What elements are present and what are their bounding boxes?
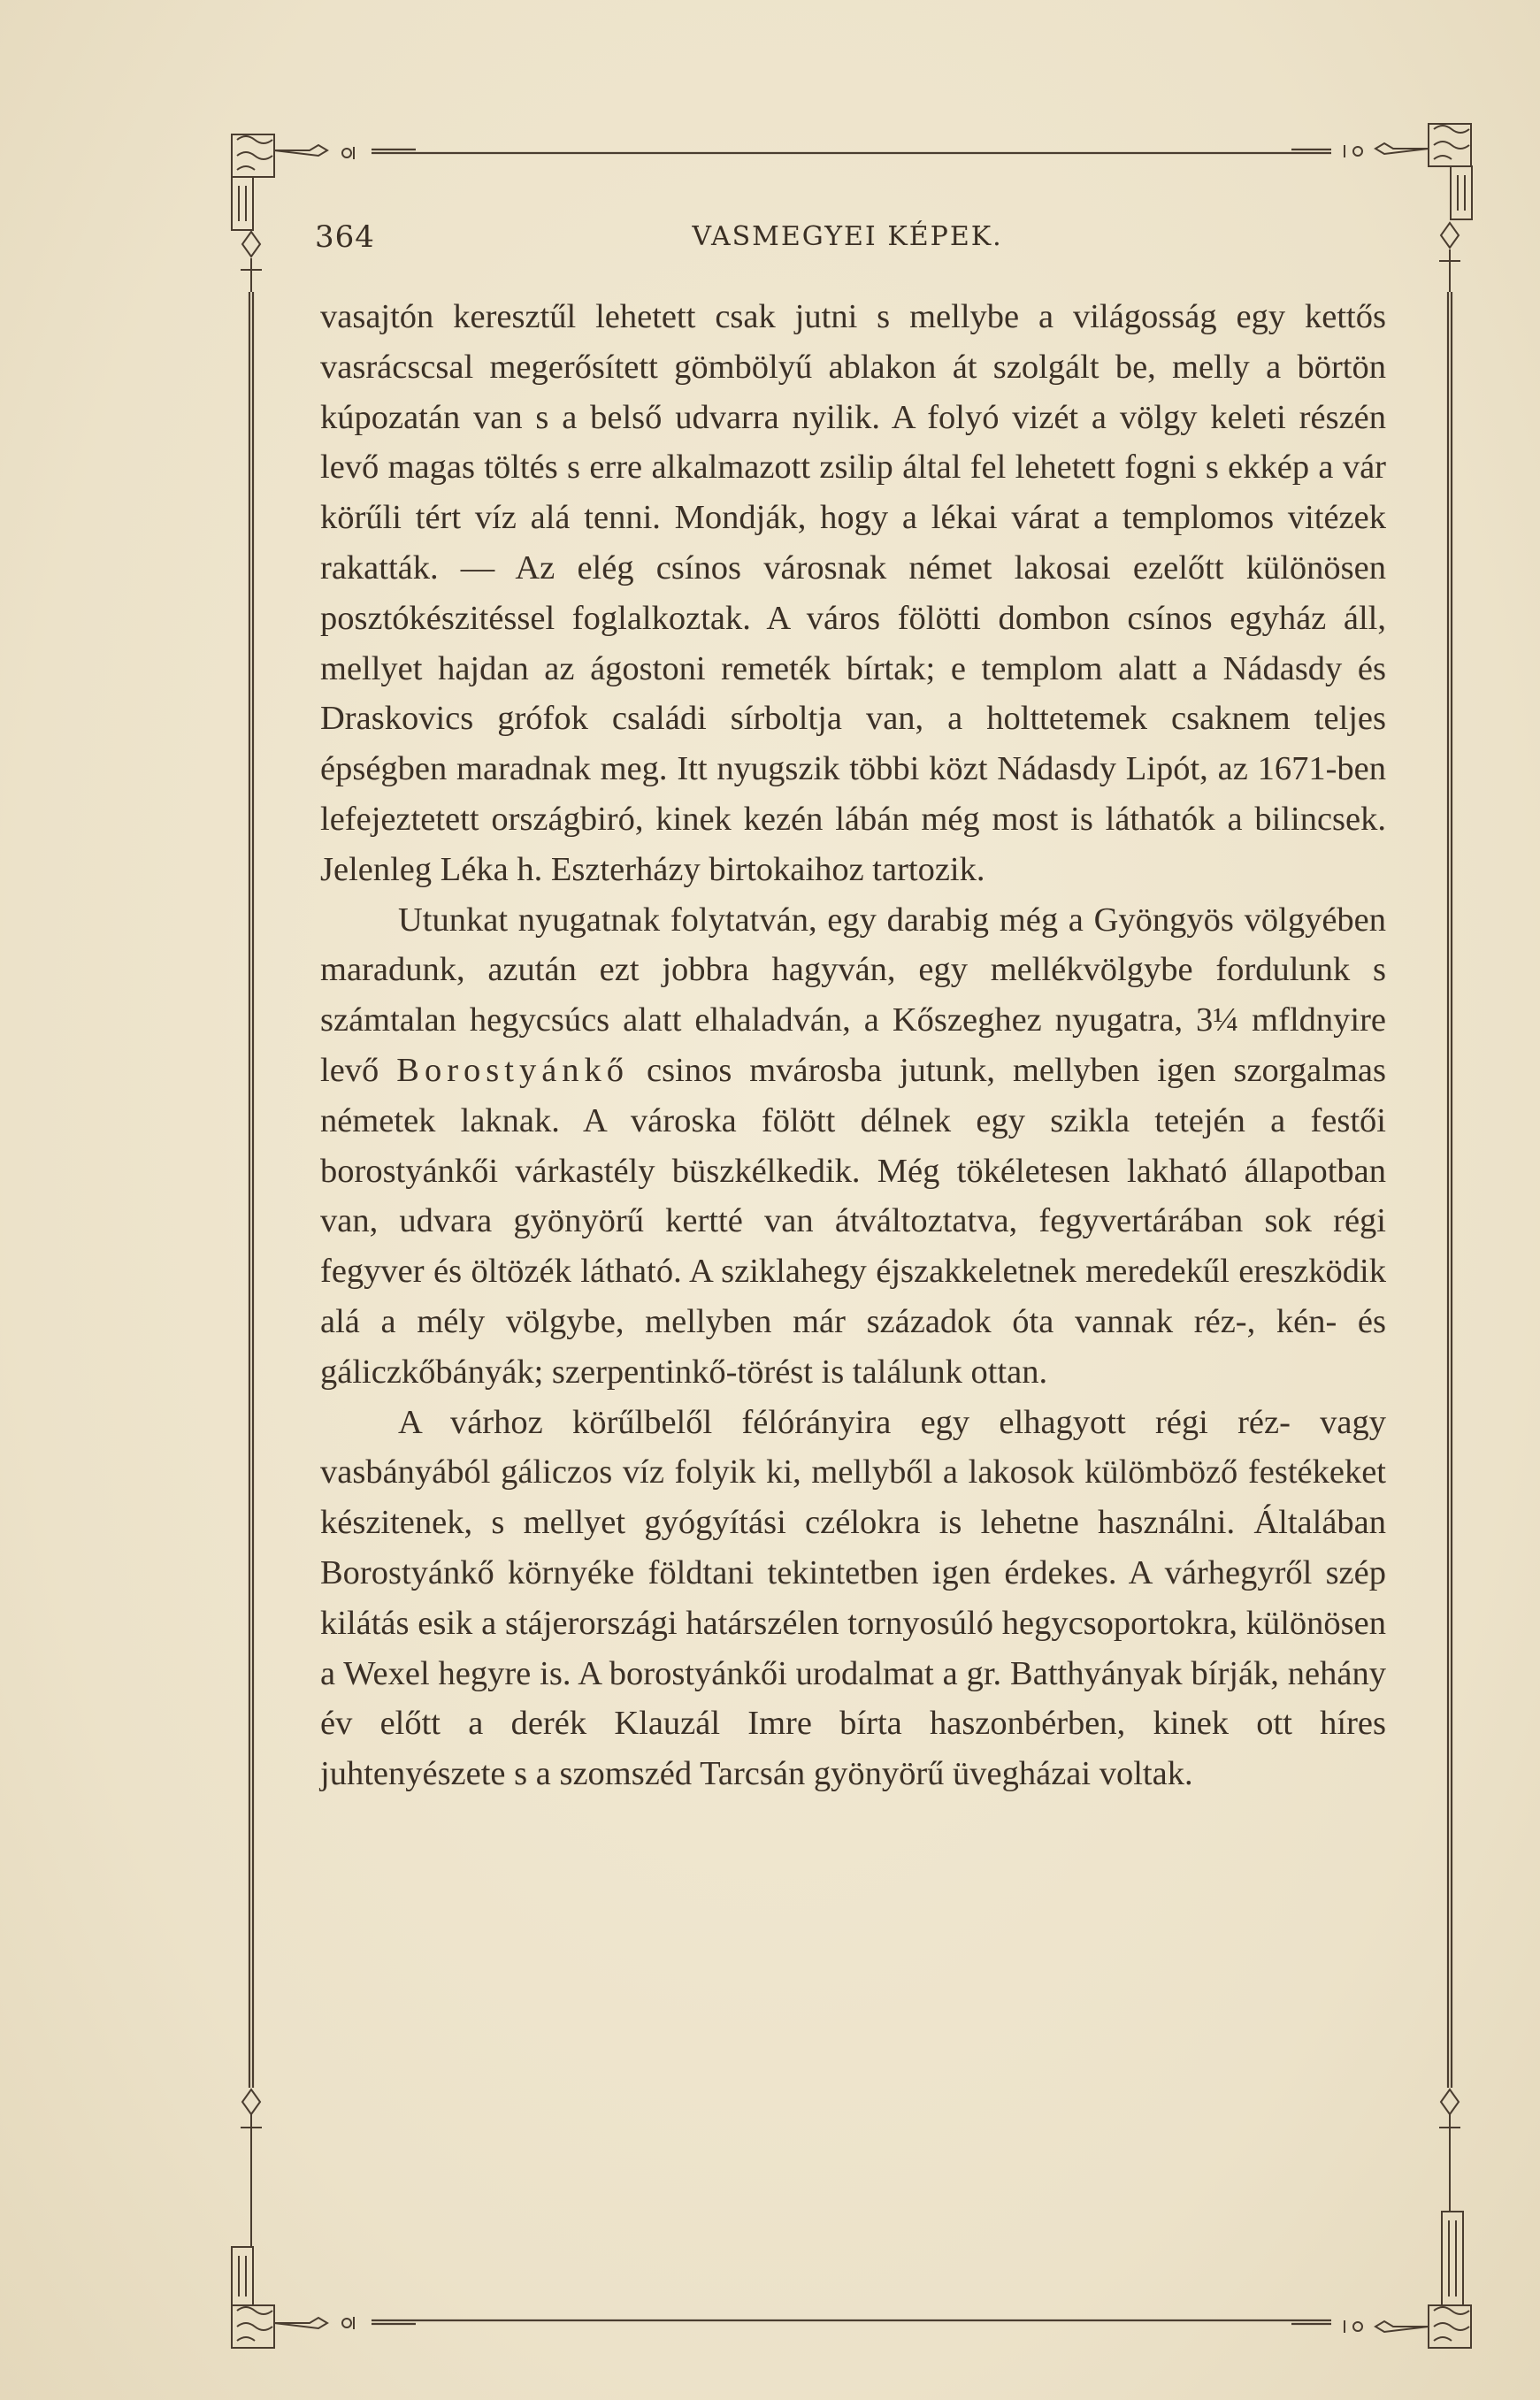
- paragraph-2: [320, 895, 1386, 1398]
- running-header: [315, 219, 1380, 264]
- body-text: [320, 292, 1386, 2176]
- paragraph-1: vasajtón keresztűl lehetett csak jutni s mellybe a világosság egy kettős vasrácscsal megerősített gömbölyű ablakon át szolgált be, melly a börtön kúpozatán van s a belső udvarra nyilik. A folyó vizét a völgy keleti részén levő magas töltés s erre alkalmazott zsilip által fel lehetett fogni s ekkép a vár körűli tért víz alá tenni. Mondják, hogy a lékai várat a templomos vitézek rakatták. — Az elég csínos városnak német lakosai ezelőtt különösen posztókészitéssel foglalkoztak. A város fölötti dombon csínos egyház áll, mellyet hajdan az ágostoni remeték bírtak; e templom alatt a Nádasdy és Draskovics grófok családi sírboltja van, a holttetemek csaknem teljes épségben maradnak meg. Itt nyugszik többi közt Nádasdy Lipót, az 1671-ben lefejeztetett országbiró, kinek kezén lábán még most is láthatók a bilincsek. Jelenleg Léka h. Eszterházy birtokaihoz tartozik.: [320, 298, 1386, 888]
- running-title: VASMEGYEI KÉPEK.: [692, 221, 1003, 252]
- paragraph-2-text-before: Utunkat nyugatnak folytatván, egy darabig még a Gyöngyös völgyében maradunk, azután ezt jobbra hagyván, egy mellékvölgybe fordulunk s számtalan hegycsúcs alatt elhaladván, a Kőszeghez nyugatra, 3¼ mfldnyire levő: [320, 901, 1386, 1089]
- paragraph-3: A várhoz körűlbelől félórányira egy elhagyott régi réz- vagy vasbányából gáliczos víz folyik ki, mellyből a lakosok külömböző festékeket készitenek, s mellyet gyógyítási czélokra is lehetne használni. Általában Borostyánkő környéke földtani tekintetben igen érdekes. A várhegyről szép kilátás esik a stájerországi határszélen tornyosúló hegycsoportokra, különösen a Wexel hegyre is. A borostyánkői urodalmat a gr. Batthyányak bírják, nehány év előtt a derék Klauzál Imre bírta haszonbérben, kinek ott híres juhtenyészete s a szomszéd Tarcsán gyönyörű üvegházai voltak.: [320, 1403, 1386, 1793]
- page-number: 364: [315, 219, 375, 255]
- place-name-spaced: Borostyánkő: [396, 1051, 630, 1089]
- paragraph-2-text-after: csinos mvárosba jutunk, mellyben igen szorgalmas németek laknak. A városka fölött délnek egy szikla tetején a festői borostyánkői várkastély büszkélkedik. Még tökéletesen lakható állapotban van, udvara gyönyörű kertté van átváltoztatva, fegyvertárában sok régi fegyver és öltözék látható. A sziklahegy éjszakkeletnek meredekűl ereszködik alá a mély völgybe, mellyben már századok óta vannak réz-, kén- és gáliczkőbányák; szerpentinkő-törést is találunk ottan.: [320, 1051, 1386, 1391]
- corner-ornament-top-left: [232, 134, 354, 292]
- corner-ornament-top-right: [1345, 124, 1472, 292]
